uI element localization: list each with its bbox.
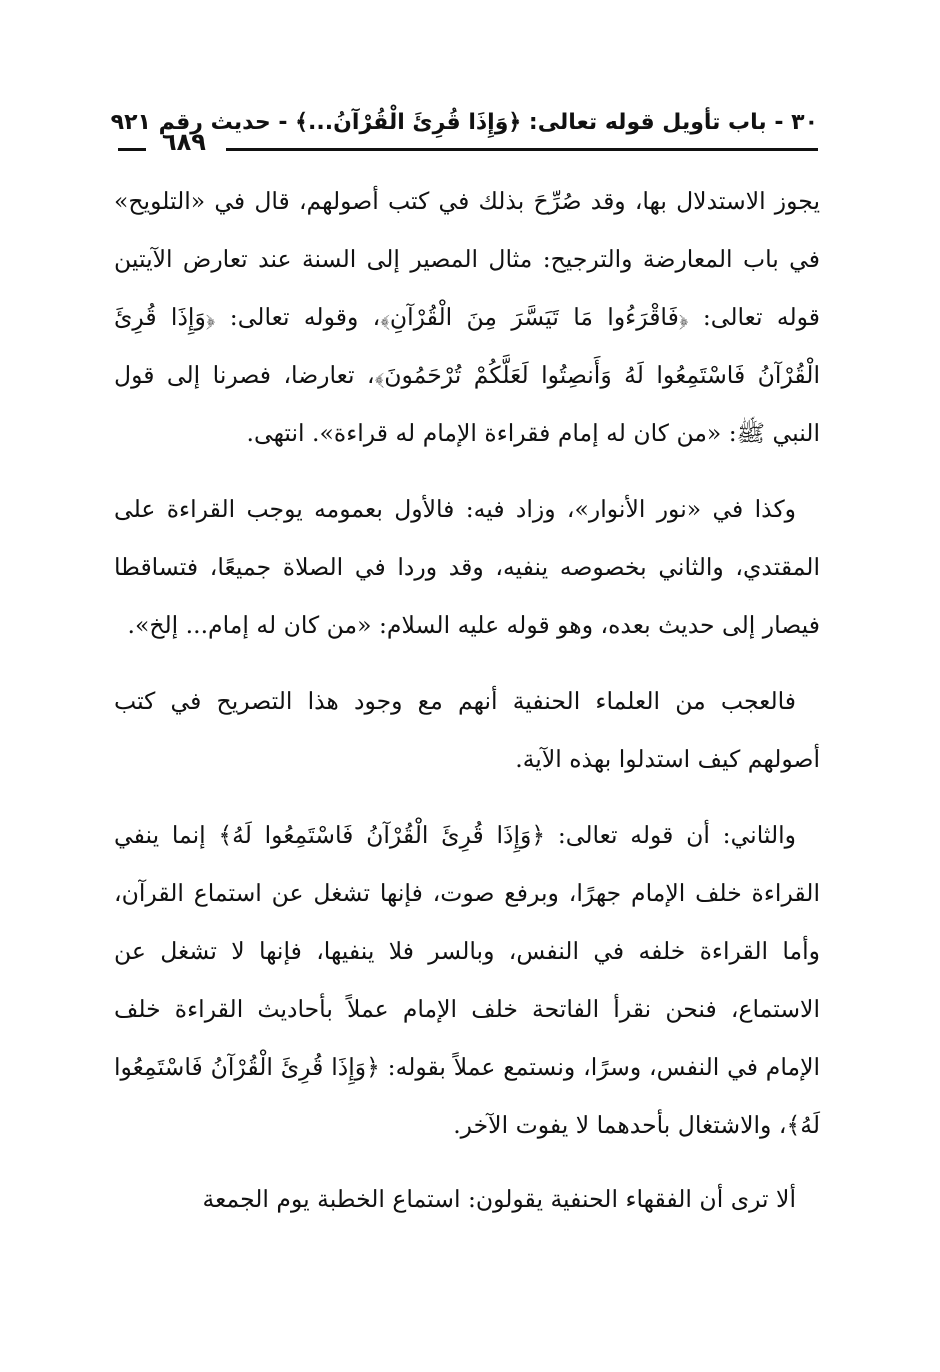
page-header [110,108,818,156]
paragraph: يجوز الاستدلال بها، وقد صُرِّحَ بذلك في كتب أصولهم، قال في «التلويح» في باب المعارضة والترجيح: مثال المصير إلى السنة عند تعارض الآيتين قوله تعالى: ﴿فَاقْرَءُوا مَا تَيَسَّرَ مِنَ الْقُرْآنِ﴾، وقوله تعالى: ﴿وَإِذَا قُرِئَ الْقُرْآنُ فَاسْتَمِعُوا لَهُ وَأَنصِتُوا لَعَلَّكُمْ تُرْحَمُونَ﴾، تعارضا، فصرنا إلى قول النبي ﷺ: «من كان له إمام فقراءة الإمام له قراءة». انتهى. [114,187,820,447]
running-title: ٣٠ - باب تأويل قوله تعالى: ﴿وَإِذَا قُرِئَ الْقُرْآنُ...﴾ - حديث رقم ٩٢١ [110,110,818,135]
paragraph: فالعجب من العلماء الحنفية أنهم مع وجود هذا التصريح في كتب أصولهم كيف استدلوا بهذه الآية. [114,687,820,773]
page-number-rule [118,148,146,151]
body-text [114,172,820,1228]
paragraph: وكذا في «نور الأنوار»، وزاد فيه: فالأول بعمومه يوجب القراءة على المقتدي، والثاني بخصوصه ينفيه، وقد وردا في الصلاة جميعًا، فتساقطا فيصار إلى حديث بعده، وهو قوله عليه السلام: «من كان له إمام... إلخ». [114,495,820,639]
paragraph: ألا ترى أن الفقهاء الحنفية يقولون: استماع الخطبة يوم الجمعة [202,1185,796,1213]
header-rule [226,148,818,151]
page-number: ٦٨٩ [162,128,206,156]
paragraph: والثاني: أن قوله تعالى: ﴿وَإِذَا قُرِئَ الْقُرْآنُ فَاسْتَمِعُوا لَهُ﴾ إنما ينفي القراءة خلف الإمام جهرًا، وبرفع صوت، فإنها تشغل عن استماع القرآن، وأما القراءة خلفه في النفس، وبالسر فلا ينفيها، فإنها لا تشغل عن الاستماع، فنحن نقرأ الفاتحة خلف الإمام عملاً بأحاديث القراءة خلف الإمام في النفس، وسرًا، ونستمع عملاً بقوله: ﴿وَإِذَا قُرِئَ الْقُرْآنُ فَاسْتَمِعُوا لَهُ﴾، والاشتغال بأحدهما لا يفوت الآخر. [114,821,820,1139]
